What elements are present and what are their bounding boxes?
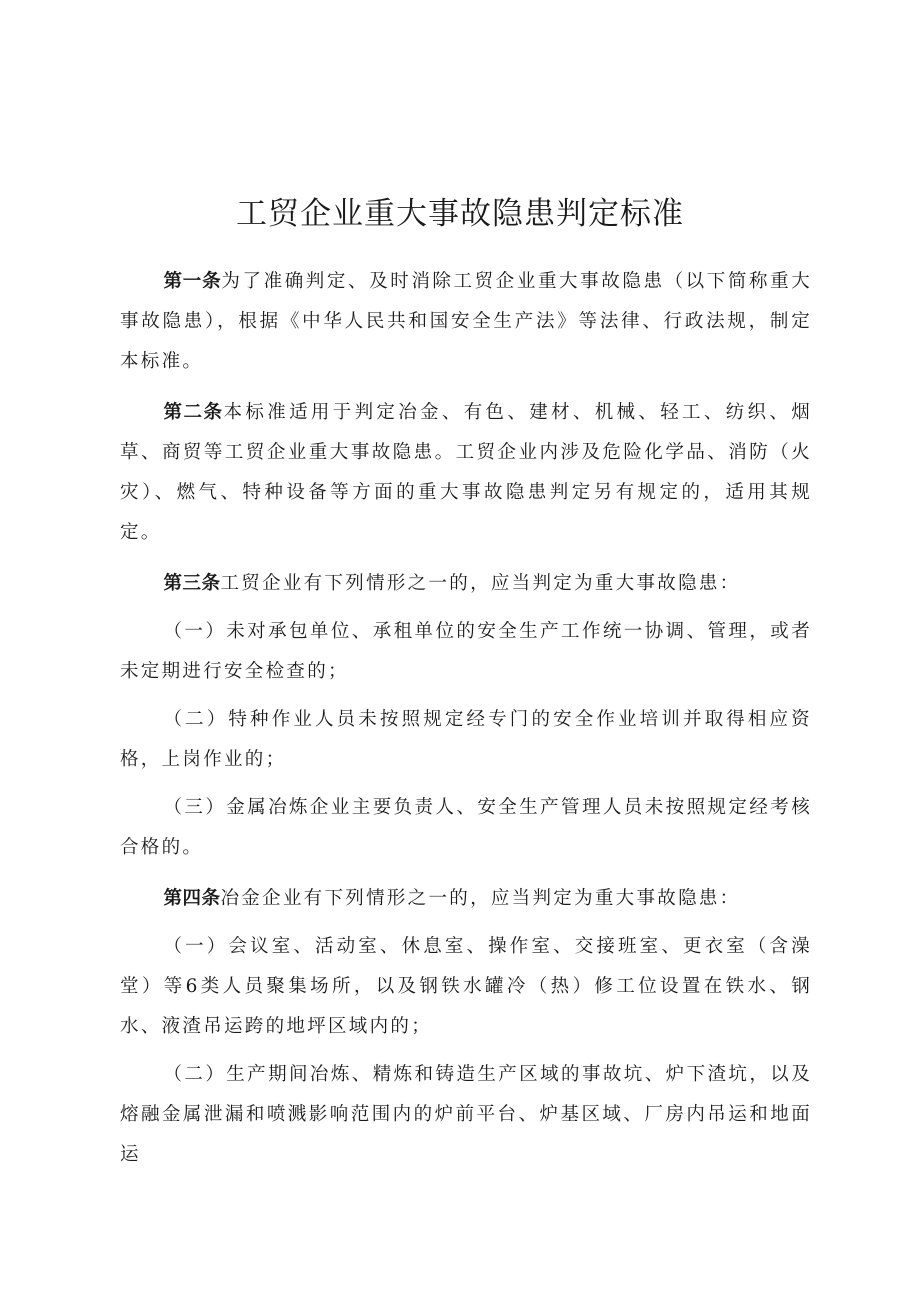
article-3-paragraph (120, 564, 812, 604)
article-4-paragraph (120, 879, 812, 919)
article-label: 第三条 (163, 573, 221, 594)
article-3-item-2 (120, 700, 812, 780)
article-4-item-1 (120, 927, 812, 1047)
article-4-item-2 (120, 1055, 812, 1175)
paragraph-text: 为了准确判定、及时消除工贸企业重大事故隐患（以下简称重大事故隐患），根据《中华人民共和国安全生产法》等法律、行政法规，制定本标准。 (120, 271, 812, 372)
paragraph-text: （三）金属冶炼企业主要负责人、安全生产管理人员未按照规定经考核合格的。 (120, 797, 812, 858)
paragraph-text: （二）生产期间冶炼、精炼和铸造生产区域的事故坑、炉下渣坑，以及熔融金属泄漏和喷溅影响范围内的炉前平台、炉基区域、厂房内吊运和地面运 (120, 1064, 812, 1165)
paragraph-text: （二）特种作业人员未按照规定经专门的安全作业培训并取得相应资格，上岗作业的； (120, 709, 812, 770)
document-title: 工贸企业重大事故隐患判定标准 (236, 196, 684, 232)
paragraph-text: 本标准适用于判定冶金、有色、建材、机械、轻工、纺织、烟草、商贸等工贸企业重大事故隐患。工贸企业内涉及危险化学品、消防（火灾）、燃气、特种设备等方面的重大事故隐患判定另有规定的，适用其规定。 (120, 402, 812, 543)
paragraph-text: （一）未对承包单位、承租单位的安全生产工作统一协调、管理，或者未定期进行安全检查的； (120, 621, 812, 682)
document-body (120, 262, 812, 1183)
paragraph-text: （一）会议室、活动室、休息室、操作室、交接班室、更衣室（含澡堂）等6类人员聚集场所，以及钢铁水罐冷（热）修工位设置在铁水、钢水、液渣吊运跨的地坪区域内的； (120, 936, 812, 1037)
article-1-paragraph (120, 262, 812, 382)
article-2-paragraph (120, 393, 812, 553)
article-3-item-1 (120, 612, 812, 692)
paragraph-text: 工贸企业有下列情形之一的，应当判定为重大事故隐患： (220, 573, 741, 594)
article-label: 第一条 (163, 271, 222, 292)
article-label: 第四条 (163, 888, 221, 909)
article-3-item-3 (120, 788, 812, 868)
article-label: 第二条 (163, 402, 224, 423)
paragraph-text: 冶金企业有下列情形之一的，应当判定为重大事故隐患： (220, 888, 741, 909)
